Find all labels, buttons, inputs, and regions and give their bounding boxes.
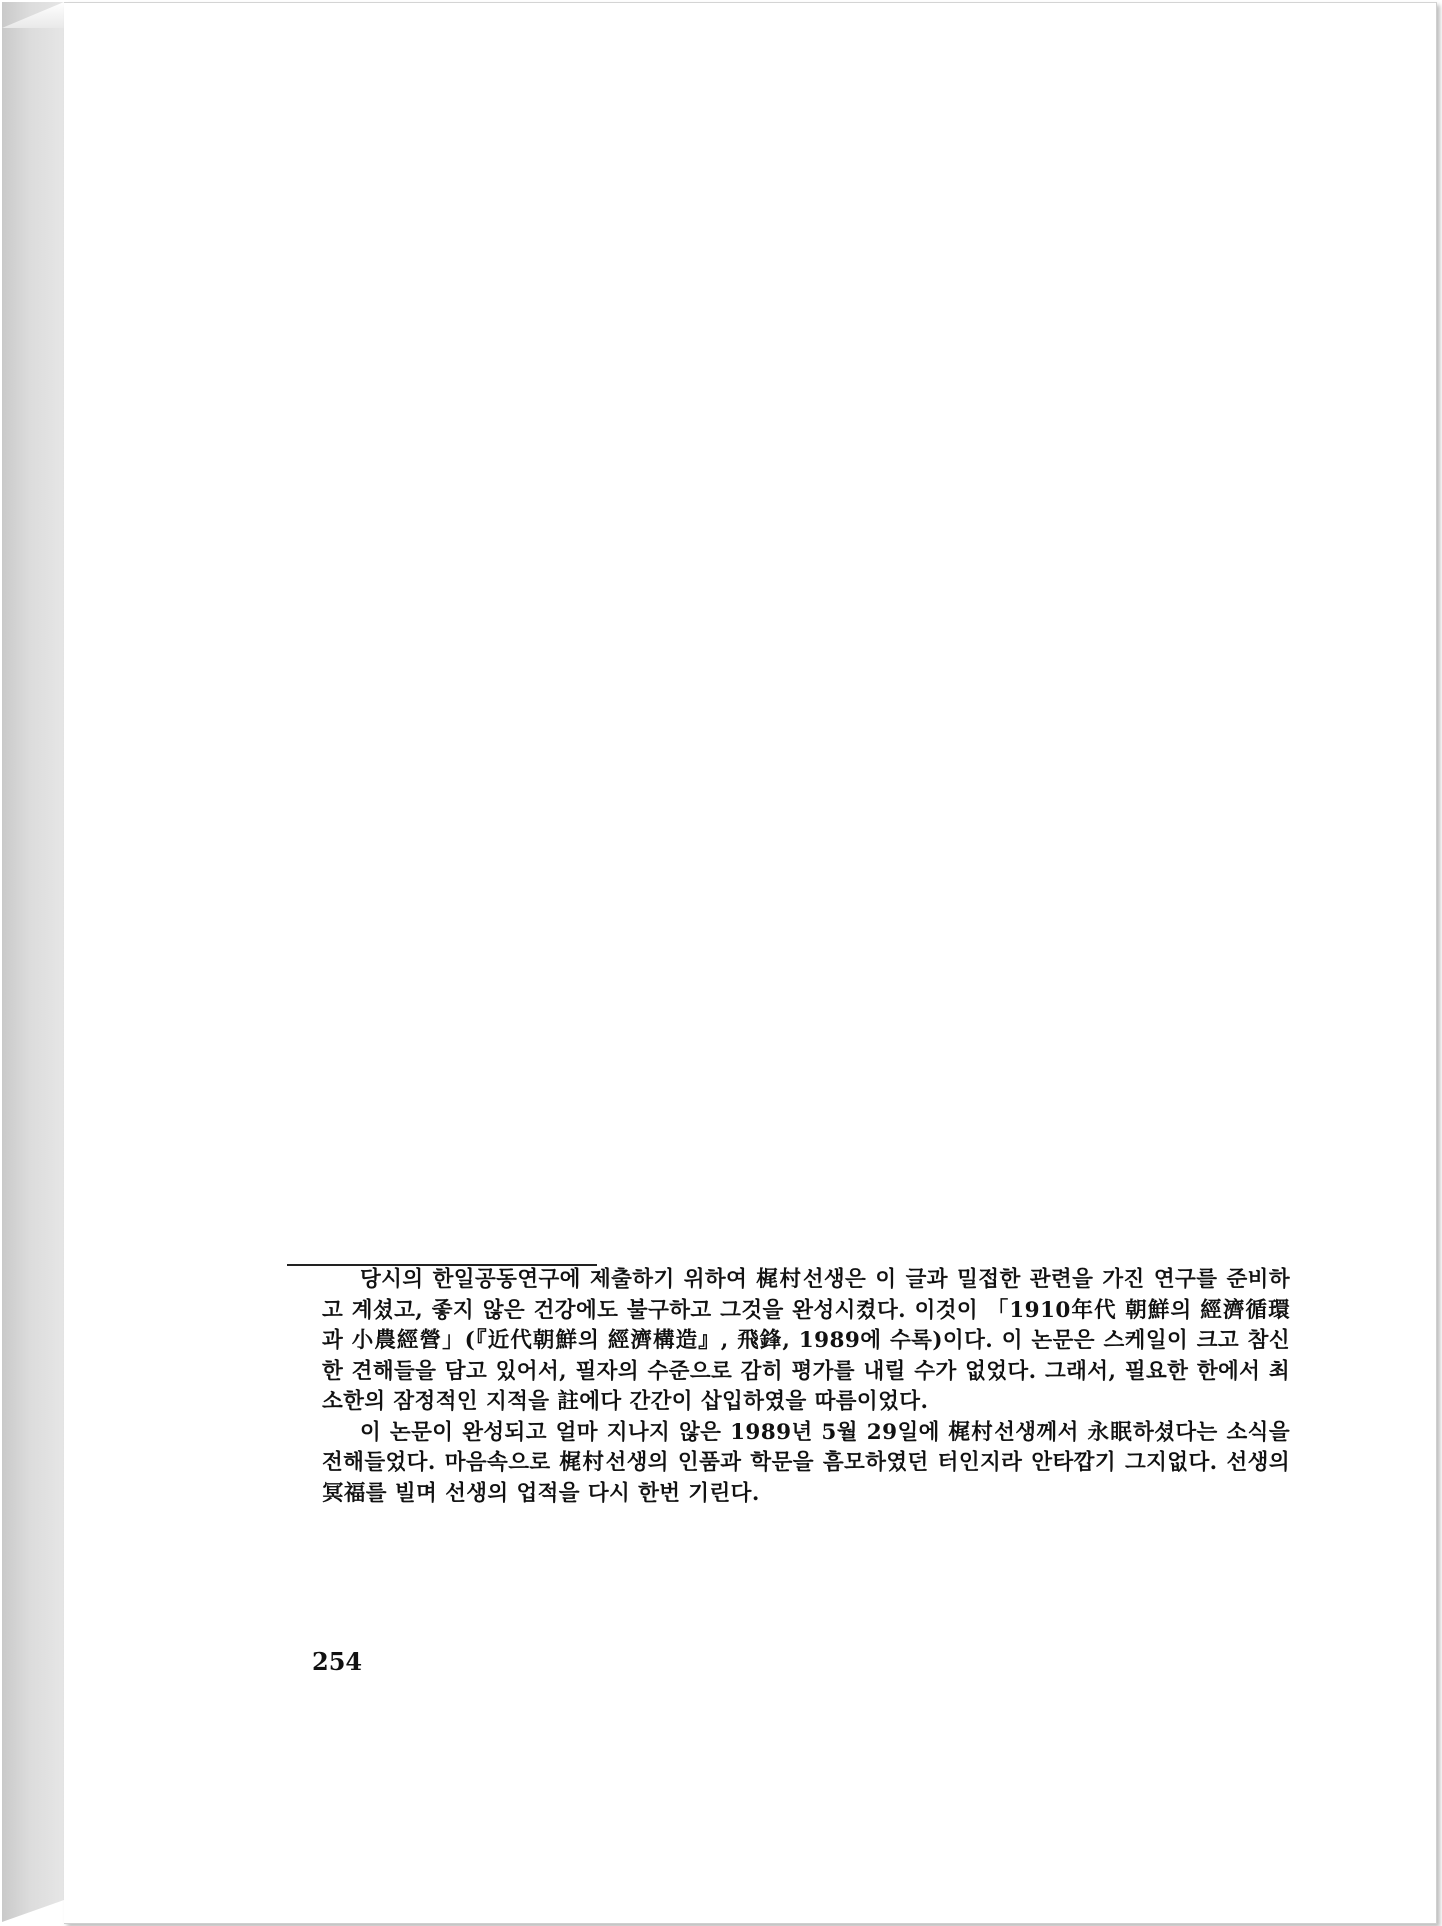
footnote-paragraph-1: 당시의 한일공동연구에 제출하기 위하여 梶村선생은 이 글과 밀접한 관련을 가진 연구를 준비하고 계셨고, 좋지 않은 건강에도 불구하고 그것을 완성시켰다. 이것이 「1910年代 朝鮮의 經濟循環과 小農經營」(『近代朝鮮의 經濟構造』, 飛鋒, 1989에 수록)이다. 이 논문은 스케일이 크고 참신한 견해들을 담고 있어서, 필자의 수준으로 감히 평가를 내릴 수가 없었다. 그래서, 필요한 한에서 최소한의 잠정적인 지적을 註에다 간간이 삽입하였을 따름이었다.: [322, 1267, 1290, 1414]
page-sheet: [64, 2, 1437, 1924]
footnote-block: [322, 1265, 1290, 1509]
page-number: 254: [312, 1647, 363, 1676]
footnote-paragraph-2: 이 논문이 완성되고 얼마 지나지 않은 1989년 5월 29일에 梶村선생께서 永眠하셨다는 소식을 전해들었다. 마음속으로 梶村선생의 인품과 학문을 흠모하였던 터인지라 안타깝기 그지없다. 선생의 冥福를 빌며 선생의 업적을 다시 한번 기린다.: [322, 1419, 1290, 1506]
book-spine: [2, 2, 64, 1922]
